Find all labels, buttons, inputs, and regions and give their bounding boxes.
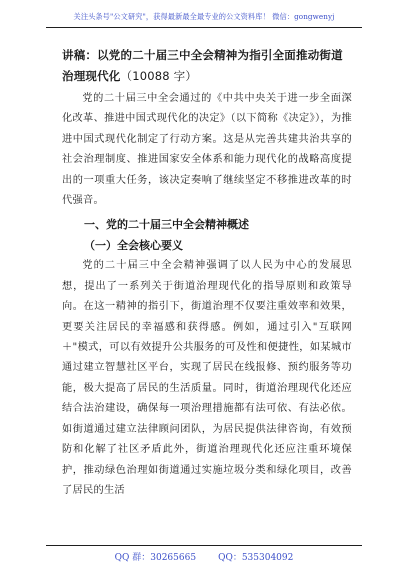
page-footer — [0, 550, 408, 563]
footer-qq: QQ：535304092 — [218, 553, 294, 563]
subsection-heading: （一）全会核心要义 — [84, 239, 183, 253]
section-heading: 一、党的二十届三中全会精神概述 — [84, 218, 249, 232]
document-title-text: 讲稿：以党的二十届三中全会精神为指引全面推动街道治理现代化 — [62, 48, 343, 83]
document-body — [62, 45, 352, 501]
page-header-banner: 关注头条号"公文研究"，获得最新最全最专业的公文资料库！ 微信：gongwenyj — [73, 12, 335, 21]
word-count-note: （10088 字） — [120, 69, 198, 83]
intro-paragraph: 党的二十届三中全会通过的《中共中央关于进一步全面深化改革、推进中国式现代化的决定》（以下简称《决定》），为推进中国式现代化制定了行动方案。这是从完善共建共治共享的社会治理制度、推进国家安全体系和能力现代化的战略高度提出的一项重大任务，该决定奏响了继续坚定不移推进改革的时代强音。 — [62, 93, 352, 207]
footer-divider — [46, 545, 362, 546]
footer-qq-group: QQ 群：30265665 — [114, 553, 197, 563]
header-divider — [46, 27, 362, 28]
section-paragraph: 党的二十届三中全会精神强调了以人民为中心的发展思想，提出了一系列关于街道治理现代化的指导原则和政策导向。在这一精神的指引下，街道治理不仅要注重效率和效果，更要关注居民的幸福感和获得感。例如，通过引入"互联网＋"模式，可以有效提升公共服务的可及性和便捷性，如某城市通过建立智慧社区平台，实现了居民在线报修、预约服务等功能，极大提高了居民的生活质量。同时，街道治理现代化还应结合法治建设，确保每一项治理措施都有法可依、有法必依。如街道通过建立法律顾问团队，为居民提供法律咨询，有效预防和化解了社区矛盾此外，街道治理现代化还应注重环境保护，推动绿色治理如街道通过实施垃圾分类和绿化项目，改善了居民的生活 — [62, 260, 352, 496]
document-title — [62, 45, 352, 87]
